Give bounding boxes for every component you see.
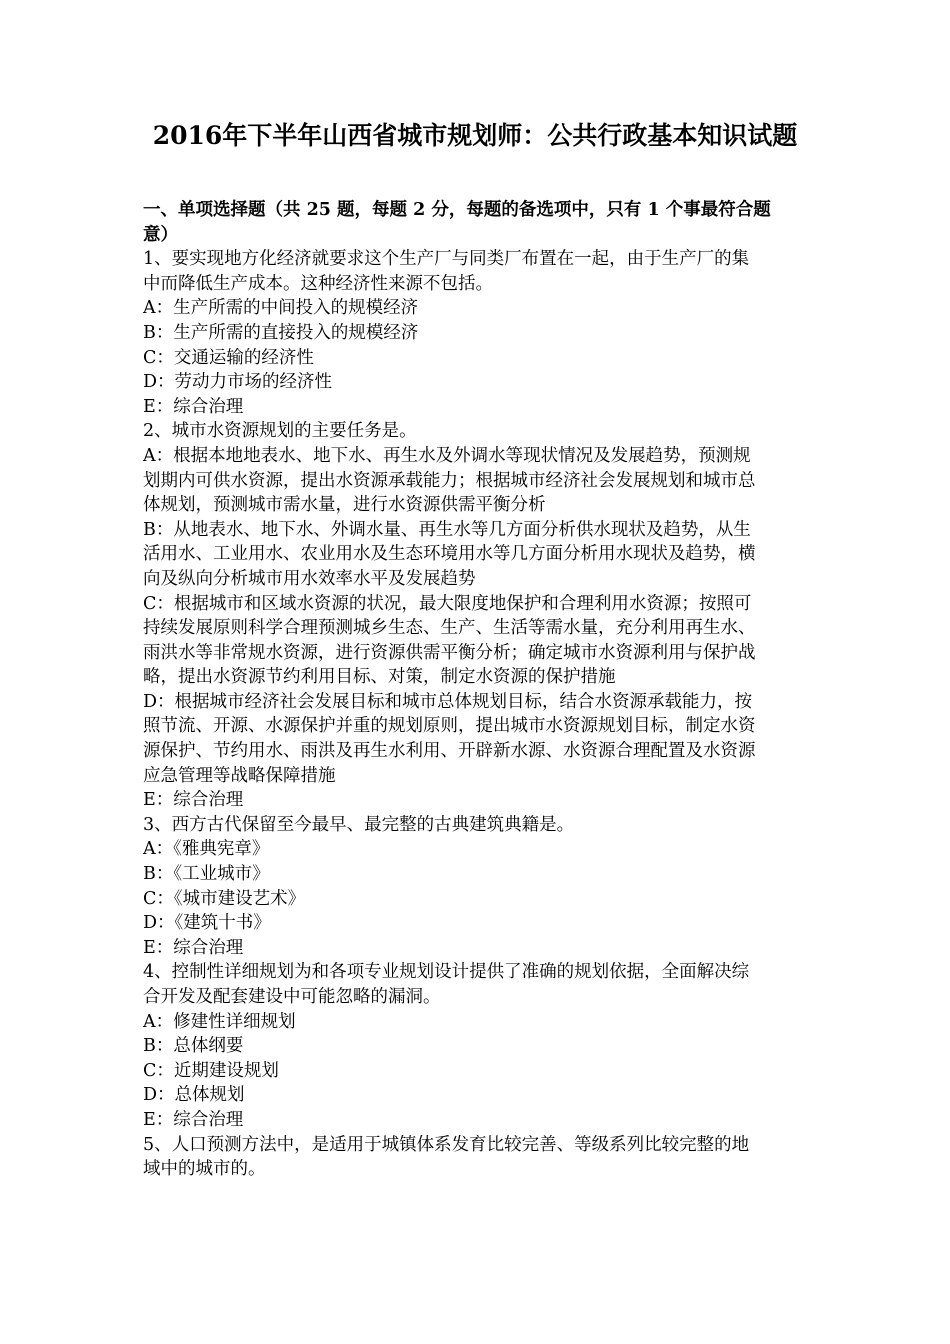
- section-heading-line: 意）: [143, 224, 178, 245]
- option-d: [143, 690, 813, 788]
- option-e: E：综合治理: [143, 937, 244, 958]
- option-b: B：生产所需的直接投入的规模经济: [143, 322, 419, 343]
- option-a: [143, 444, 813, 518]
- question-stem-line: 中而降低生产成本。这种经济性来源不包括。: [143, 273, 493, 294]
- question-stem-line: 3、西方古代保留至今最早、最完整的古典建筑典籍是。: [143, 814, 575, 835]
- option-line: 体规划，预测城市需水量，进行水资源供需平衡分析: [143, 495, 546, 516]
- question-stem-line: 域中的城市的。: [143, 1159, 266, 1180]
- option-line: 向及纵向分析城市用水效率水平及发展趋势: [143, 568, 476, 589]
- question-1: [143, 247, 813, 419]
- option-a: A：《雅典宪章》: [143, 839, 270, 860]
- option-c: C：近期建设规划: [143, 1060, 279, 1081]
- option-line: 照节流、开源、水源保护并重的规划原则，提出城市水资源规划目标，制定水资: [143, 716, 756, 737]
- option-c: C：交通运输的经济性: [143, 347, 314, 368]
- question-5: [143, 1133, 813, 1182]
- option-b: B：《工业城市》: [143, 864, 270, 885]
- option-e: E：综合治理: [143, 790, 244, 811]
- option-e: E：综合治理: [143, 1109, 244, 1130]
- option-c: [143, 592, 813, 690]
- question-stem-line: 1、要实现地方化经济就要求这个生产厂与同类厂布置在一起，由于生产厂的集: [143, 249, 750, 270]
- option-line: 划期内可供水资源，提出水资源承载能力；根据城市经济社会发展规划和城市总: [143, 470, 756, 491]
- option-line: 略，提出水资源节约利用目标、对策，制定水资源的保护措施: [143, 667, 616, 688]
- section-heading-line: 一、单项选择题（共 25 题，每题 2 分，每题的备选项中，只有 1 个事最符合题: [143, 200, 771, 220]
- option-c: C：《城市建设艺术》: [143, 888, 306, 909]
- option-d: D：《建筑十书》: [143, 913, 271, 934]
- document-body: [143, 198, 813, 1182]
- question-stem-line: 2、城市水资源规划的主要任务是。: [143, 421, 417, 442]
- question-stem-line: 4、控制性详细规划为和各项专业规划设计提供了准确的规划依据，全面解决综: [143, 962, 750, 983]
- question-4: [143, 960, 813, 1132]
- document-title: 2016年下半年山西省城市规划师：公共行政基本知识试题: [152, 121, 798, 150]
- question-3: [143, 813, 813, 961]
- question-2: [143, 419, 813, 813]
- option-e: E：综合治理: [143, 396, 244, 417]
- option-d: D：总体规划: [143, 1085, 245, 1106]
- option-b: B：总体纲要: [143, 1036, 244, 1057]
- option-a: A：生产所需的中间投入的规模经济: [143, 298, 419, 319]
- option-line: 源保护、节约用水、雨洪及再生水利用、开辟新水源、水资源合理配置及水资源: [143, 741, 756, 762]
- option-d: D：劳动力市场的经济性: [143, 372, 333, 393]
- option-a: A：修建性详细规划: [143, 1011, 296, 1032]
- question-stem-line: 合开发及配套建设中可能忽略的漏洞。: [143, 987, 441, 1007]
- section-heading: [143, 198, 813, 247]
- option-line: B：从地表水、地下水、外调水量、再生水等几方面分析供水现状及趋势，从生: [143, 519, 751, 540]
- option-line: 活用水、工业用水、农业用水及生态环境用水等几方面分析用水现状及趋势，横: [143, 544, 756, 565]
- option-line: 应急管理等战略保障措施: [143, 765, 336, 786]
- option-line: D：根据城市经济社会发展目标和城市总体规划目标，结合水资源承载能力，按: [143, 691, 753, 712]
- option-line: 持续发展原则科学合理预测城乡生态、生产、生活等需水量，充分利用再生水、: [143, 618, 756, 639]
- question-stem-line: 5、人口预测方法中，是适用于城镇体系发育比较完善、等级系列比较完整的地: [143, 1134, 750, 1155]
- option-b: [143, 518, 813, 592]
- option-line: C：根据城市和区域水资源的状况，最大限度地保护和合理利用水资源；按照可: [143, 593, 752, 614]
- option-line: A：根据本地地表水、地下水、再生水及外调水等现状情况及发展趋势，预测规: [143, 445, 751, 466]
- option-line: 雨洪水等非常规水资源，进行资源供需平衡分析；确定城市水资源利用与保护战: [143, 642, 756, 663]
